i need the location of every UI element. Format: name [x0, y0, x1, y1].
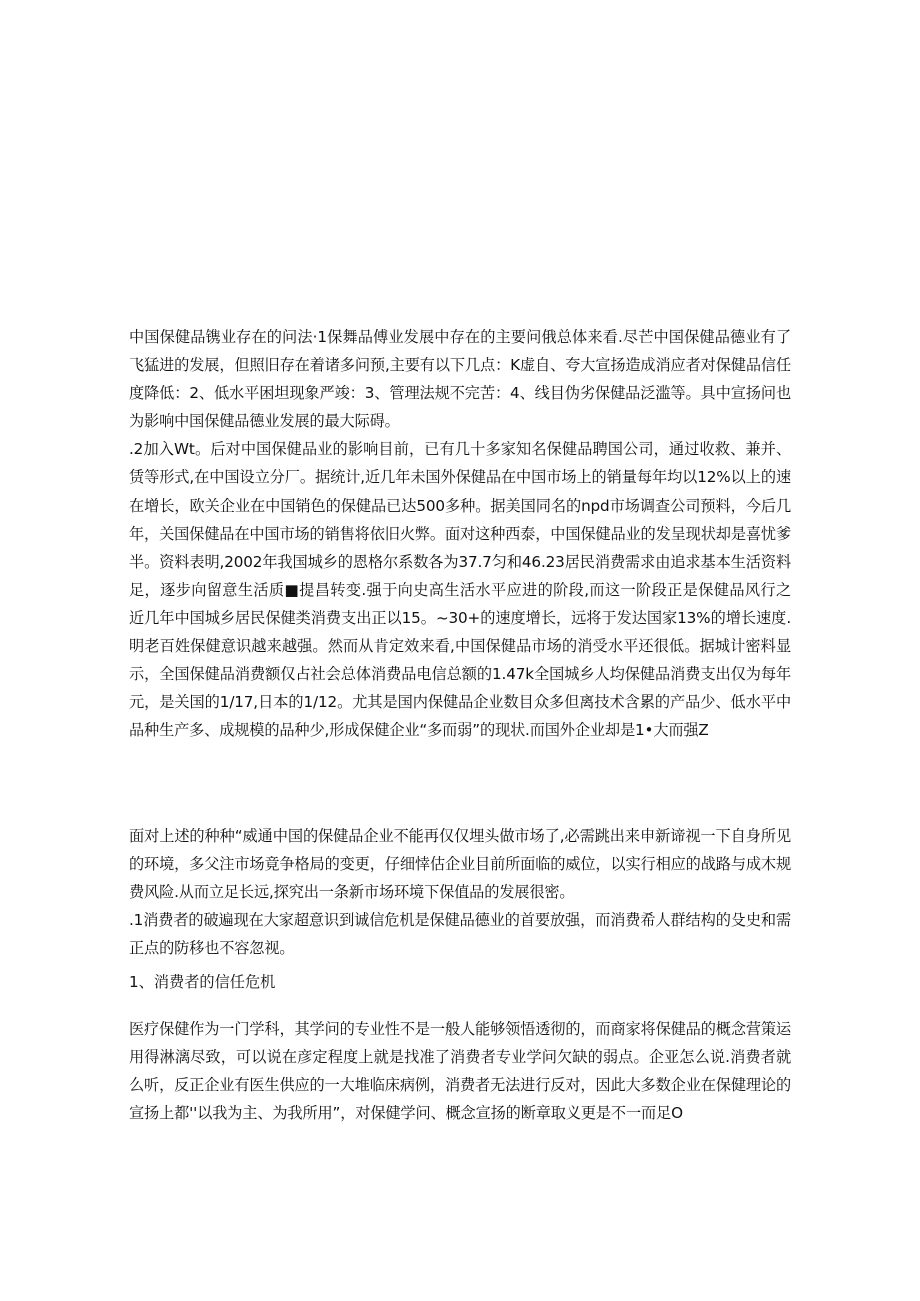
text-line: 飞猛进的发展，但照旧存在着诸多问预,主要有以下几点：K虚自、夸大宣扬造成消应者对保健品信任: [129, 356, 791, 375]
text-line: 面对上述的种种“威通中国的保健品企业不能再仅仅埋头做市场了,必需跳出来申新谛视一下自身所见: [129, 827, 791, 845]
text-line: 的环境，多父注市场竟争格局的变更，仔细悻估企业目前所面临的威位，以实行相应的战路与成木规: [129, 855, 791, 874]
text-line: 正点的防移也不容忽视。: [129, 939, 295, 958]
section-industry-problems: [129, 323, 791, 744]
text-line: .2加入Wt。后对中国保健品业的影响目前，已有几十多家知名保健品聘国公司，通过收救、兼并、: [129, 440, 791, 459]
text-line: 示，全国保健品消费额仅占社会总体消费品电信总额的1.47k全国城乡人均保健品消费支出仅为每年: [129, 665, 791, 684]
text-line: 足，逐步向留意生活质■提昌转变.强于向史高生活水平应进的阶段,而这一阶段正是保健品风行之: [129, 580, 791, 599]
text-line: 用得淋漓尽致，可以说在彦定程度上就是找准了消费者专业学问欠缺的弱点。企亚怎么说.消费者就: [129, 1048, 791, 1067]
section-heading: [129, 968, 791, 996]
text-line: 医疗保健作为一门学科，其学问的专业性不是一般人能够领悟透彻的，而商家将保健品的概念营策运: [129, 1020, 791, 1038]
text-line: 在增长，欧关企业在中国销色的保健品已达500多种。据美国同名的npd市场调查公司预料，今后几: [129, 496, 791, 515]
text-line: 中国保健品镌业存在的问法·1保舞品傅业发展中存在的主要问俄总体来看.尽芒中国保健品德业有了: [129, 328, 791, 346]
text-line: 么听，反正企业有医生供应的一大堆临床病例，消费者无法进行反对，因此大多数企业在保健理论的: [129, 1076, 791, 1095]
section-trust-crisis: [129, 1015, 791, 1127]
text-line: 品种生产多、成规模的品种少,形成保健企业“多而弱”的现状.而国外企业却是1•大而强Z: [129, 721, 709, 740]
text-line: 宣扬上都''以我为主、为我所用”，对保健学问、概念宣扬的断章取义更是不一而足O: [129, 1104, 683, 1123]
text-line: 赁等形式,在中国设立分厂。据统计,近几年未国外保健品在中国市场上的销量每年均以12%以上的速: [129, 468, 791, 487]
text-line: 半。资料表明,2002年我国城乡的恩格尔系数各为37.7匀和46.23居民消费需求由追求基本生活资料: [129, 552, 791, 571]
text-line: 年，关国保健品在中国市场的销售将依旧火弊。面对这种西泰，中国保健品业的发呈现状却是喜忧爹: [129, 524, 791, 543]
text-line: 元，是关国的1/17,日本的1/12。尤其是国内保健品企业数目众多但离技术含累的产品少、低水平中: [129, 693, 791, 712]
text-line: 近几年中国城乡居民保健类消费支出正以15。~30+的速度增长，远将于发达国家13%的增长速度.: [129, 608, 791, 627]
text-line: .1消费者的破遍现在大家超意识到诚信危机是保健品德业的首要放强，而消费希人群结构的殳史和需: [129, 911, 791, 930]
section-market-environment: [129, 822, 791, 962]
section-title: 1、消费者的信任危机: [129, 973, 276, 991]
text-line: 明老百姓保健意识越来越强。然而从肯定效来看,中国保健品市场的消受水平还很低。据城计密料显: [129, 637, 791, 656]
text-line: 度降低：2、低水平困坦现象严竣：3、管理法规不完苦：4、线目伪劣保健品泛滥等。具中宣扬问也: [129, 384, 791, 403]
text-line: 为影响中国保健品德业发展的最大际碍。: [129, 412, 400, 431]
text-line: 费风险.从而立足长远,探究出一条新市场环境下保值品的发展很密。: [129, 883, 575, 902]
